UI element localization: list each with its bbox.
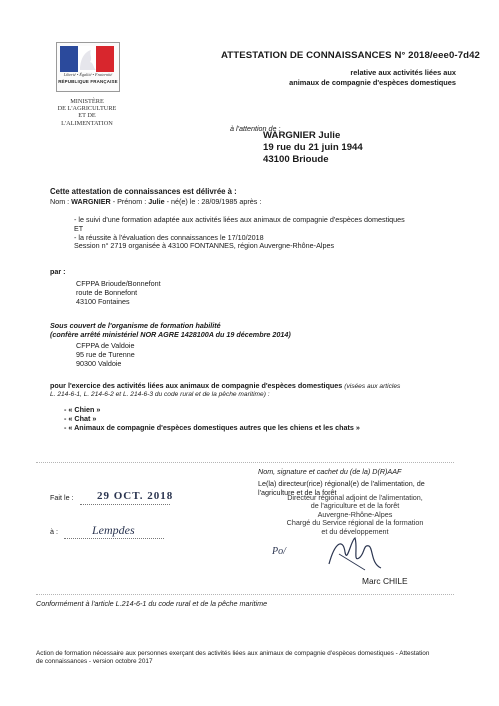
footer-separator: [36, 594, 454, 595]
subtitle-line-1: relative aux activités liées aux: [350, 68, 456, 77]
marianne-flag-icon: [60, 46, 114, 72]
fait-line: [80, 504, 170, 505]
activity-item-chat: - « Chat »: [64, 413, 97, 423]
par-line-1: CFPPA Brioude/Bonnefont: [76, 279, 161, 288]
prenom-label: - Prénom :: [112, 197, 147, 206]
po-handwritten: Po/: [272, 546, 286, 557]
document-subtitle: [170, 68, 456, 87]
condition-evaluation: - la réussite à l'évaluation des connaissances le 17/10/2018: [74, 232, 264, 242]
official-stamp: [250, 494, 460, 536]
organisme-heading-1: Sous couvert de l'organisme de formation habilité: [50, 321, 221, 330]
organisme-line-1: CFPPA de Valdoie: [76, 341, 135, 350]
activity-item-chien: - « Chien »: [64, 405, 101, 414]
director-title: Le(la) directeur(rice) régional(e) de l'alimentation, de l'agriculture et de la forêt: [258, 479, 425, 497]
birth-text: - né(e) le : 28/09/1985 après :: [166, 197, 262, 206]
rf-name: RÉPUBLIQUE FRANÇAISE: [58, 79, 118, 84]
a-label: à :: [50, 527, 58, 536]
rf-motto: Liberté • Égalité • Fraternité: [63, 72, 113, 77]
delivered-heading: Cette attestation de connaissances est délivrée à :: [50, 187, 237, 196]
ministry-name: MINISTÈRE DE L'AGRICULTURE ET DE L'ALIMENTATION: [57, 98, 117, 127]
delivered-conditions: [74, 216, 474, 251]
stamp-line-3: Auvergne-Rhône-Alpes: [317, 509, 393, 519]
recipient-street: 19 rue du 21 juin 1944: [263, 142, 363, 154]
activities-heading-bold: pour l'exercice des activités liées aux animaux de compagnie d'espèces domestiques: [50, 381, 343, 390]
fait-label: Fait le :: [50, 493, 74, 502]
republique-francaise-logo: [56, 42, 120, 92]
activities-heading-articles: L. 214-6-1, L. 214-6-2 et L. 214-6-3 du code rural et de la pêche maritime) :: [50, 391, 270, 398]
par-address: [76, 280, 161, 306]
activities-list: [64, 406, 360, 432]
a-line: [64, 538, 164, 539]
activity-item-autres: - « Animaux de compagnie d'espèces domestiques autres que les chiens et les chats »: [64, 422, 360, 432]
par-line-3: 43100 Fontaines: [76, 296, 130, 306]
par-line-2: route de Bonnefont: [76, 287, 138, 297]
handwritten-signature-icon: [325, 534, 385, 574]
stamp-line-2: de l'agriculture et de la forêt: [310, 501, 400, 511]
par-label: par :: [50, 267, 66, 276]
nom-value: WARGNIER: [71, 197, 111, 206]
organisme-address: [76, 342, 135, 368]
stamp-line-4: Chargé du Service régional de la formation: [286, 518, 424, 528]
recipient-name: WARGNIER Julie: [263, 130, 341, 141]
organisme-heading-2: (confère arrêté ministériel NOR AGRE 1428100A du 19 décembre 2014): [50, 329, 291, 339]
prenom-value: Julie: [148, 197, 165, 206]
activities-heading-italic: (visées aux articles: [344, 383, 401, 390]
condition-training: - le suivi d'une formation adaptée aux activités liées aux animaux de compagnie d'espèces domestiques: [74, 215, 405, 224]
recipient-city: 43100 Brioude: [263, 154, 329, 166]
signer-name: Marc CHILE: [362, 576, 408, 586]
document-title: ATTESTATION DE CONNAISSANCES N° 2018/eee0-7d42: [220, 50, 480, 61]
stamp-line-1: Directeur régional adjoint de l'alimentation,: [287, 493, 423, 502]
recipient-address: [263, 130, 363, 167]
session-info: Session n° 2719 organisée à 43100 FONTANNES, région Auvergne-Rhône-Alpes: [74, 241, 335, 251]
nom-label: Nom :: [50, 197, 70, 206]
attention-label: à l'attention de :: [230, 124, 281, 133]
condition-et: ET: [74, 223, 84, 233]
identity-line: [50, 198, 261, 207]
subtitle-line-2: animaux de compagnie d'espèces domestiques: [289, 77, 456, 87]
signature-separator: [36, 462, 454, 463]
fait-date-stamp: 29 OCT. 2018: [97, 490, 174, 502]
footer-note: Action de formation nécessaire aux personnes exerçant des activités liées aux animaux de compagnie d'espèces domestiques - Attestation de connaissances - version octobre 2017: [36, 650, 430, 665]
organisme-line-3: 90300 Valdoie: [76, 358, 122, 368]
stamp-line-5: et du développement: [321, 526, 389, 536]
conformement-note: Conformément à l'article L.214-6-1 du code rural et de la pêche maritime: [36, 599, 268, 608]
organisme-line-2: 95 rue de Turenne: [76, 349, 135, 359]
signature-caption: Nom, signature et cachet du (de la) D(R)AAF: [258, 467, 402, 476]
a-location-handwritten: Lempdes: [92, 523, 135, 537]
organisme-heading: [50, 322, 291, 340]
